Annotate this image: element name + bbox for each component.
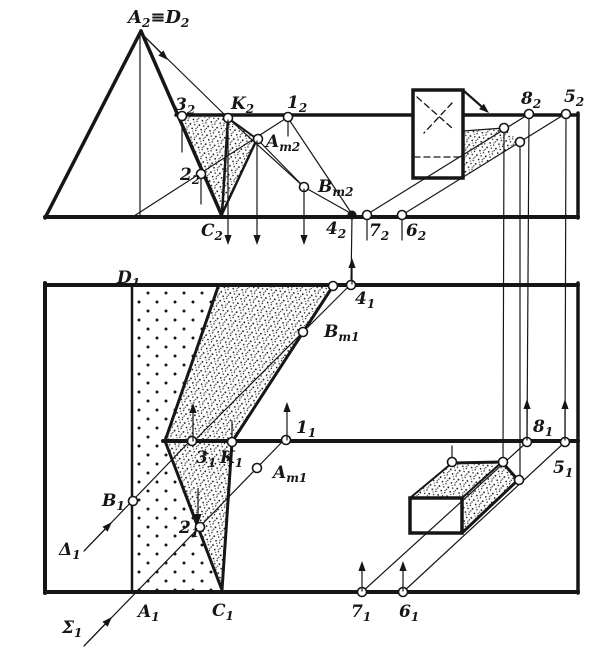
label-BT-1 (323, 322, 359, 344)
arrow-head (399, 561, 406, 571)
front-box-section-stipple (464, 128, 520, 177)
label-part: 4 (355, 289, 367, 309)
label-part: K (220, 448, 235, 468)
label-part: B (102, 491, 117, 511)
label-part: 5 (564, 87, 576, 107)
label-part: 1 (72, 548, 81, 562)
label-part: 5 (553, 458, 565, 478)
label-part: 1 (564, 466, 574, 480)
label-BT-2 (317, 177, 353, 199)
arrow-head (224, 235, 231, 245)
label-part: B (318, 177, 333, 197)
label-part: 1 (362, 610, 372, 624)
label-part: C (212, 601, 226, 621)
label-A2-D2 (126, 7, 189, 30)
label-part: 1 (151, 610, 160, 624)
thick-line (45, 31, 141, 218)
label-part: 1 (74, 626, 83, 640)
point-marker (499, 458, 508, 467)
arrow-head (523, 399, 530, 409)
label-part: A (266, 132, 280, 152)
label-part: 2 (245, 102, 255, 116)
label-1-2 (287, 93, 307, 115)
label-part: т2 (332, 185, 354, 199)
point-marker (188, 437, 197, 446)
label-1-1 (296, 418, 316, 440)
label-part: 1 (190, 526, 200, 540)
label-C-1 (212, 601, 234, 623)
point-marker (329, 282, 338, 291)
label-part: 1 (366, 297, 376, 311)
arrow-head (358, 561, 365, 571)
label-B-1 (101, 491, 125, 513)
label-part: 2 (141, 16, 151, 30)
label-part: 1 (287, 93, 299, 113)
label-part: 1 (544, 425, 554, 439)
plan-box-front-face (410, 498, 462, 533)
label-part: 2 (417, 229, 427, 243)
label-D-1 (116, 268, 140, 290)
label-K-1 (219, 448, 243, 470)
arrow-head (253, 235, 260, 245)
label-part: 2 (191, 173, 201, 187)
label-5-1 (553, 458, 573, 480)
thin-line (565, 115, 566, 441)
label-part: т1 (338, 330, 360, 344)
label-part: 1 (410, 610, 420, 624)
plan-prism-box (362, 442, 565, 592)
label-part: 1 (234, 456, 244, 470)
label-part: A (138, 602, 152, 622)
point-marker (254, 135, 263, 144)
label-Sigma-1 (61, 618, 82, 640)
label-part: A (273, 463, 287, 483)
label-8-2 (520, 89, 541, 111)
arrow-shaft (464, 91, 481, 106)
point-marker (299, 328, 308, 337)
point-marker (398, 211, 407, 220)
label-part: т1 (286, 471, 308, 485)
label-part: 3 (196, 448, 208, 468)
point-marker (500, 124, 509, 133)
point-marker (516, 138, 525, 147)
label-part: Δ (59, 540, 73, 560)
label-part: 7 (369, 221, 381, 241)
label-part: 2 (181, 16, 190, 30)
label-part: D (117, 268, 132, 288)
label-C-2 (201, 221, 223, 243)
thin-line (288, 118, 352, 214)
label-part: 3 (175, 95, 187, 115)
label-part: 2 (179, 518, 191, 538)
label-3-2 (175, 95, 195, 117)
label-2-2 (179, 165, 200, 187)
label-6-2 (406, 221, 426, 243)
point-marker (282, 436, 291, 445)
label-5-2 (564, 87, 584, 109)
label-part: ≡D (150, 7, 182, 28)
label-part: 6 (399, 602, 411, 622)
label-part: 2 (380, 229, 390, 243)
label-part: C (201, 221, 215, 241)
label-part: K (231, 94, 246, 114)
label-part: 2 (575, 95, 585, 109)
label-A-1 (136, 602, 160, 624)
label-7-1 (351, 602, 371, 624)
plan-box-edge (452, 462, 502, 463)
point-marker (284, 113, 293, 122)
label-part: 2 (337, 227, 347, 241)
point-marker (253, 464, 262, 473)
label-part: 8 (521, 89, 533, 109)
front-box-outline (413, 90, 463, 178)
label-4-2 (326, 219, 346, 241)
label-AT-2 (264, 132, 300, 154)
label-part: 2 (214, 229, 223, 243)
label-part: 1 (307, 426, 317, 440)
label-part: 1 (225, 609, 234, 623)
label-part: 1 (131, 276, 141, 290)
label-part: 1 (296, 418, 308, 438)
arrow-head (348, 258, 355, 268)
label-4-1 (355, 289, 375, 311)
label-part: 8 (533, 417, 545, 437)
arrow-shaft (84, 529, 105, 551)
point-marker (562, 110, 571, 119)
point-marker (448, 458, 457, 467)
thin-line (503, 129, 504, 461)
arrow-head (283, 402, 290, 412)
label-part: 2 (298, 101, 308, 115)
arrow-head (561, 399, 568, 409)
thin-line (527, 115, 529, 441)
label-7-2 (369, 221, 389, 243)
point-marker (515, 476, 524, 485)
label-part: 2 (180, 165, 192, 185)
label-8-1 (532, 417, 553, 439)
point-marker (129, 497, 138, 506)
point-marker-filled (348, 211, 356, 219)
label-part: 6 (406, 221, 418, 241)
label-part: 1 (116, 499, 125, 513)
label-6-1 (399, 602, 419, 624)
label-AT-1 (271, 463, 307, 485)
label-K-2 (230, 94, 254, 116)
label-part: 1 (207, 456, 217, 470)
arrow-shaft (84, 624, 105, 646)
label-part: т2 (279, 140, 301, 154)
label-Delta-1 (58, 540, 81, 562)
label-part: 7 (351, 602, 363, 622)
label-part: 4 (326, 219, 338, 239)
label-part: Σ (62, 618, 75, 638)
label-part: B (324, 322, 339, 342)
point-marker (363, 211, 372, 220)
point-marker (228, 438, 237, 447)
arrow-head (300, 235, 307, 245)
label-part: 2 (532, 97, 542, 111)
label-part: 2 (186, 103, 196, 117)
label-part: A (128, 7, 142, 28)
